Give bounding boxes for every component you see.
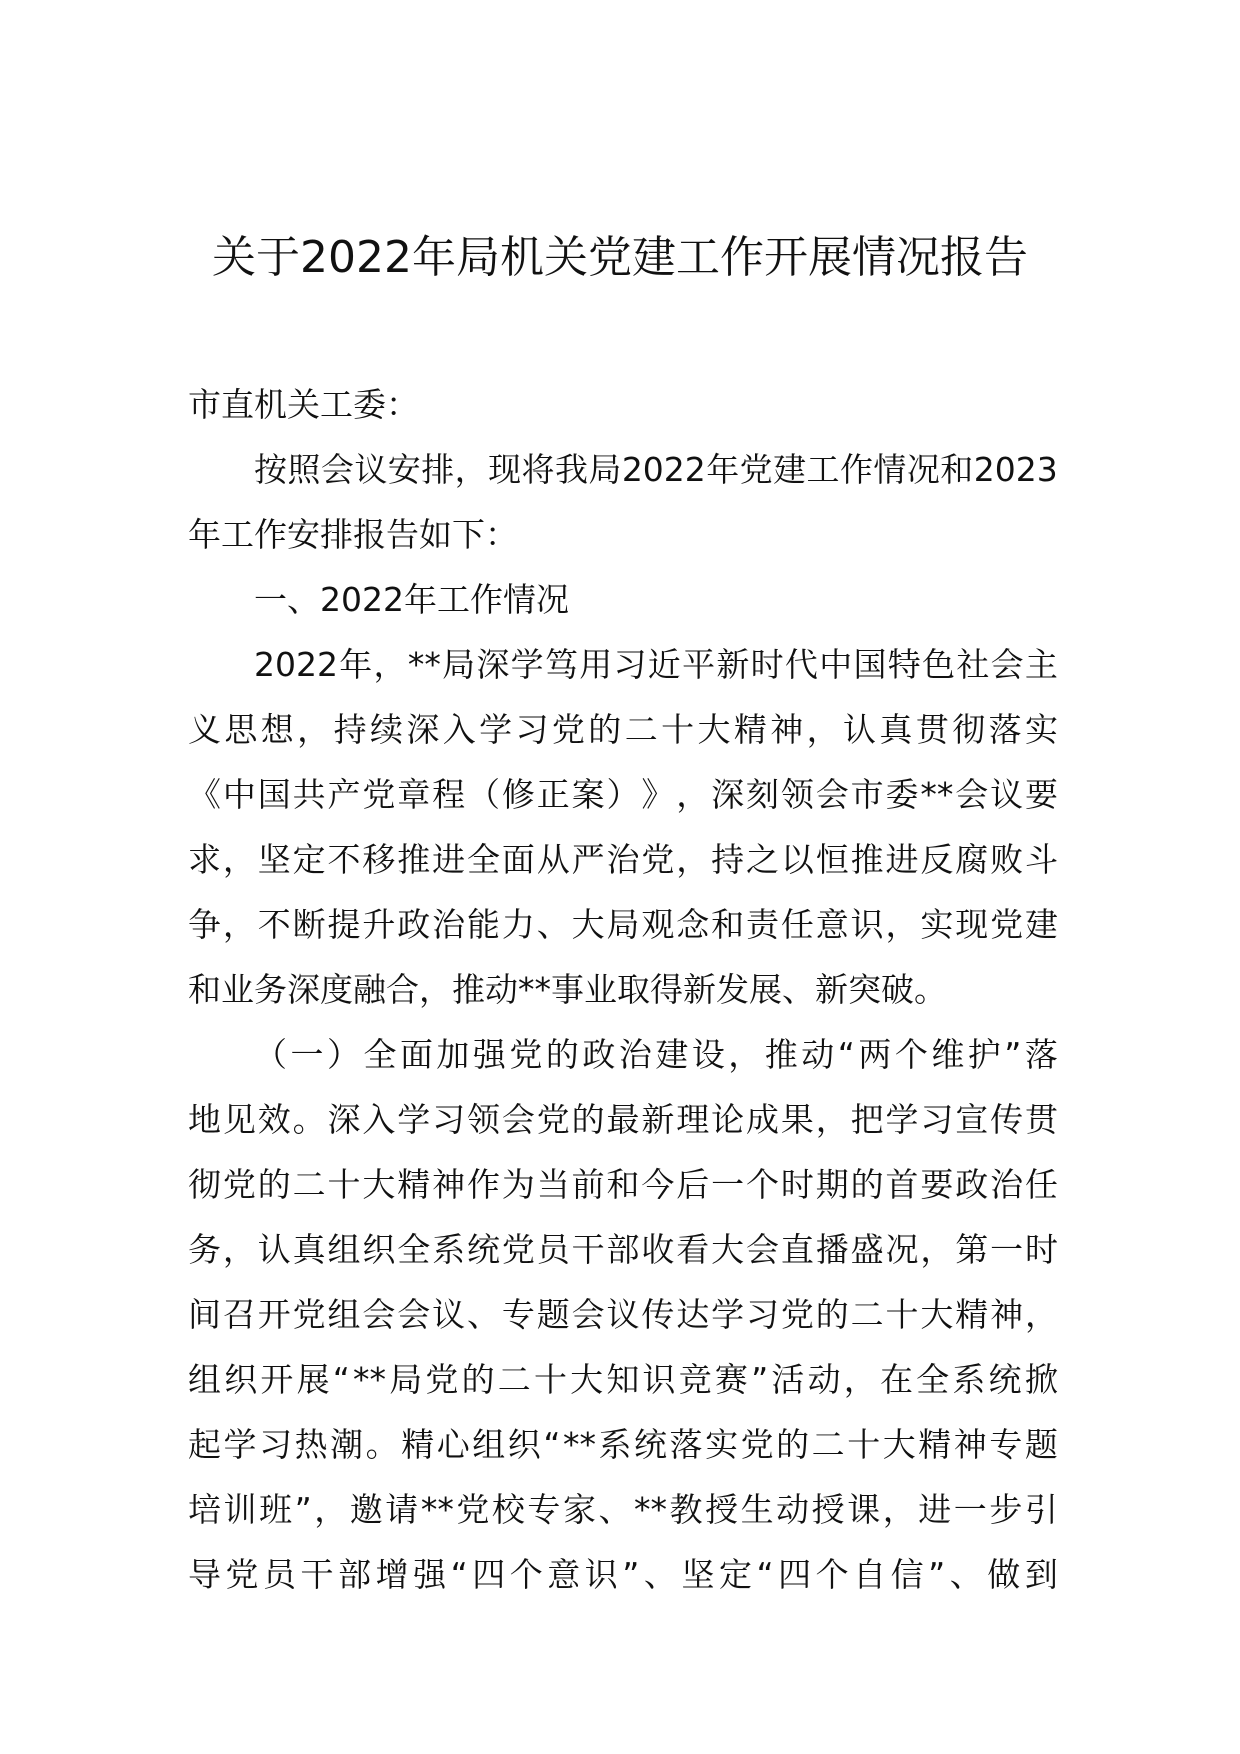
line-text: 导 党 员 干 部 增 强 “ 四 个 意 识 ” 、 坚 定 “ 四 个 自 信 ” 、 做 到 [188,1555,1058,1594]
paragraph-line [188,957,1058,1022]
paragraph-line [188,502,1058,567]
line-text: 地 见 效 。 深 入 学 习 领 会 党 的 最 新 理 论 成 果 ， 把 学 习 宣 传 贯 [188,1100,1058,1139]
line-text: 义 思 想 ， 持 续 深 入 学 习 党 的 二 十 大 精 神 ， 认 真 贯 彻 落 实 [188,710,1058,749]
paragraph-line [188,697,1058,762]
line-text: 年工作安排报告如下： [188,515,518,554]
paragraph-line [188,892,1058,957]
paragraph-line [188,1347,1058,1412]
line-text: 争 ， 不 断 提 升 政 治 能 力 、 大 局 观 念 和 责 任 意 识 ， 实 现 党 建 [188,905,1058,944]
paragraph-line [188,1412,1058,1477]
document-body [188,372,1058,1607]
line-text: 组 织 开 展 “ ** 局 党 的 二 十 大 知 识 竞 赛 ” 活 动 ， 在 全 系 统 掀 [188,1360,1058,1399]
paragraph-line [188,1087,1058,1152]
line-text: （ 一 ） 全 面 加 强 党 的 政 治 建 设 ， 推 动 “ 两 个 维 护 ” 落 [254,1035,1058,1074]
section-heading [188,567,1058,632]
paragraph-line [188,1022,1058,1087]
paragraph-line [188,1477,1058,1542]
paragraph-line [188,372,1058,437]
paragraph-line [188,827,1058,892]
paragraph-line [188,1542,1058,1607]
paragraph-line [188,1152,1058,1217]
line-text: 务 ， 认 真 组 织 全 系 统 党 员 干 部 收 看 大 会 直 播 盛 况 ， 第 一 时 [188,1230,1058,1269]
line-text: 间 召 开 党 组 会 会 议 、 专 题 会 议 传 达 学 习 党 的 二 十 大 精 神 ， [188,1295,1058,1334]
document-title: 关于2022年局机关党建工作开展情况报告 [212,232,1028,283]
paragraph-line [188,437,1058,502]
line-text: 求 ， 坚 定 不 移 推 进 全 面 从 严 治 党 ， 持 之 以 恒 推 进 反 腐 败 斗 [188,840,1058,879]
line-text: 和业务深度融合，推动**事业取得新发展、新突破。 [188,970,947,1009]
line-text: 一、2022年工作情况 [254,580,569,619]
paragraph-line [188,632,1058,697]
line-text: 起 学 习 热 潮 。 精 心 组 织 “ ** 系 统 落 实 党 的 二 十 大 精 神 专 题 [188,1425,1058,1464]
line-text: 《 中 国 共 产 党 章 程 （ 修 正 案 ） 》 ， 深 刻 领 会 市 委 ** 会 议 要 [188,775,1058,814]
line-text: 彻 党 的 二 十 大 精 神 作 为 当 前 和 今 后 一 个 时 期 的 首 要 政 治 任 [188,1165,1058,1204]
line-text: 2022 年 ， ** 局 深 学 笃 用 习 近 平 新 时 代 中 国 特 色 社 会 主 [254,645,1058,684]
line-text: 市直机关工委： [188,385,419,424]
line-text: 培 训 班 ” ， 邀 请 ** 党 校 专 家 、 ** 教 授 生 动 授 课 ， 进 一 步 引 [188,1490,1058,1529]
paragraph-line [188,1217,1058,1282]
paragraph-line [188,1282,1058,1347]
line-text: 按 照 会 议 安 排 ， 现 将 我 局 2022 年 党 建 工 作 情 况 和 2023 [254,450,1058,489]
paragraph-line [188,762,1058,827]
